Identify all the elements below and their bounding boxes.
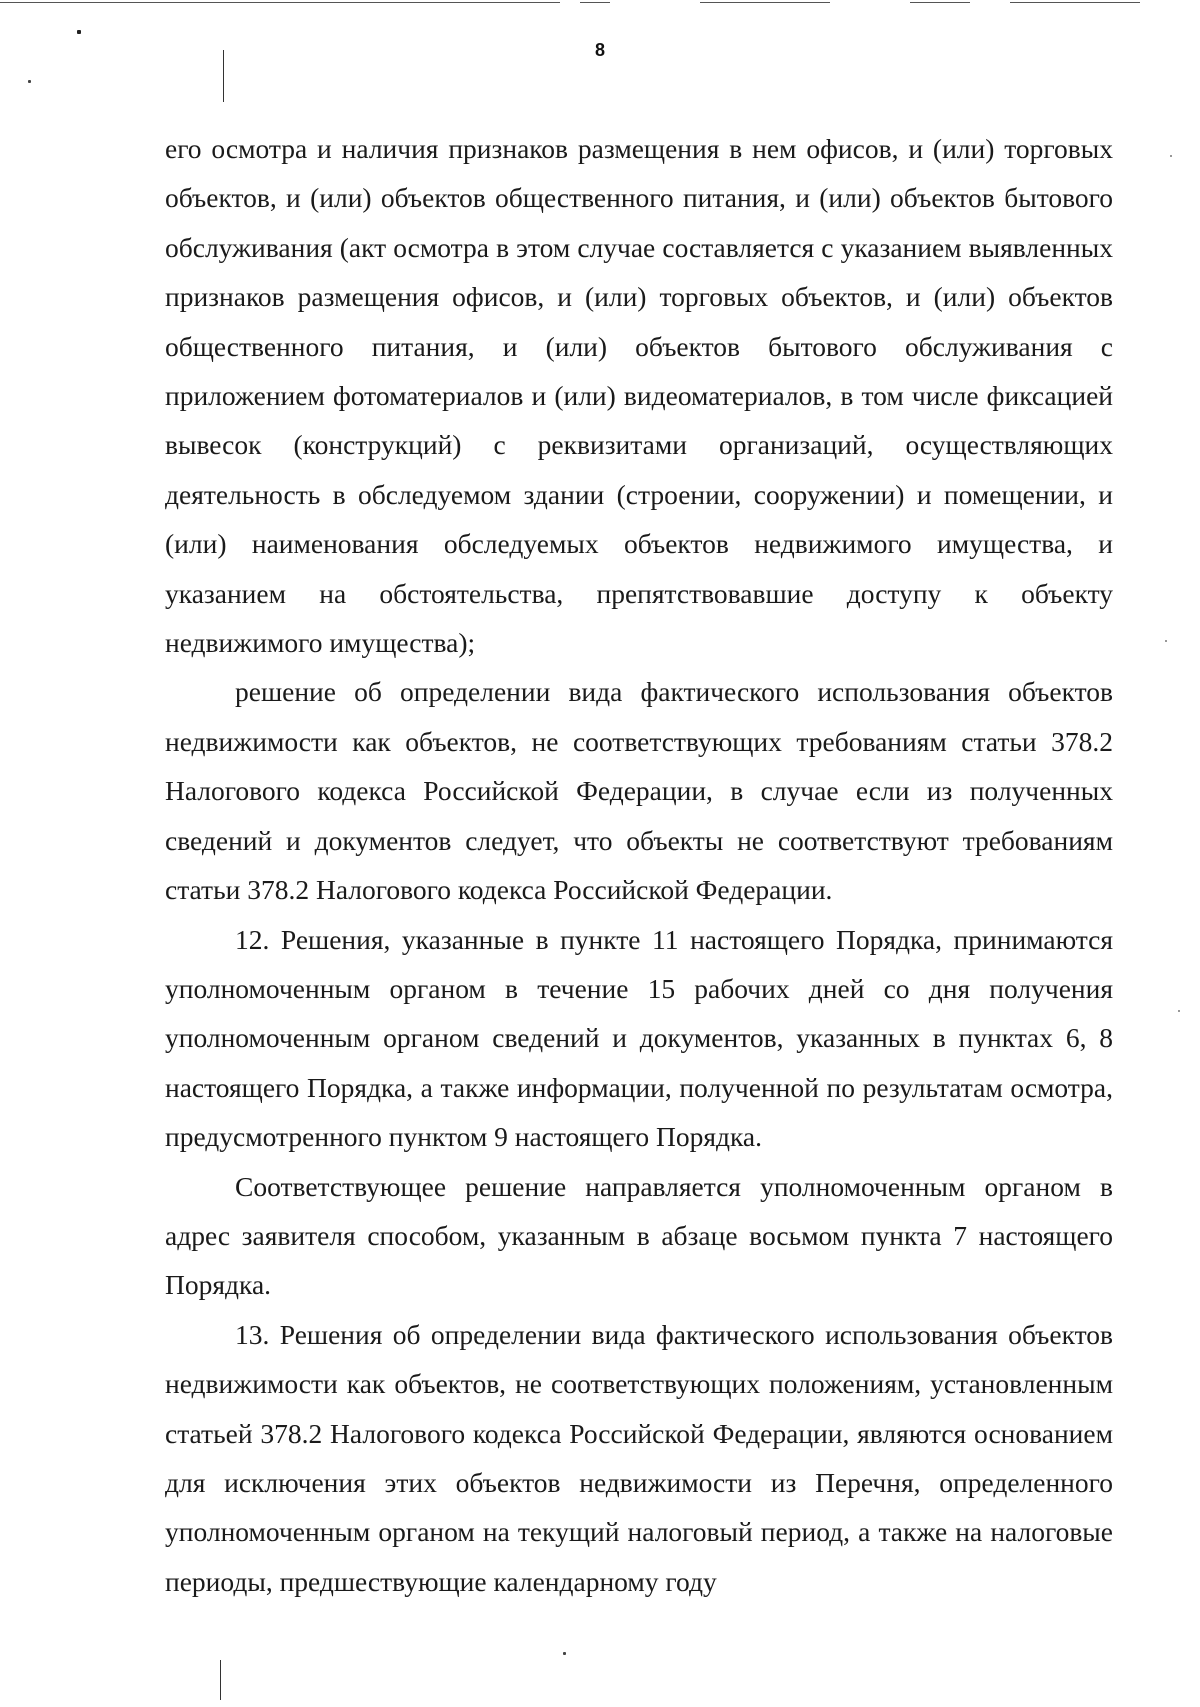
scan-edge-line (1010, 2, 1140, 3)
page-number: 8 (594, 40, 605, 60)
scan-edge-line (0, 2, 560, 3)
scan-edge-line (700, 2, 830, 3)
scan-speck (563, 1652, 566, 1655)
scan-speck (1178, 1010, 1180, 1012)
document-body (165, 124, 1113, 1606)
scan-edge-line (910, 2, 970, 3)
paragraph-continuation: его осмотра и наличия признаков размещения в нем офисов, и (или) торговых объектов, и (или) объектов общественного питания, и (или) объектов бытового обслуживания (акт осмотра в этом случае составляется с указанием выявленных признаков размещения офисов, и (или) торговых объектов, и (или) объектов общественного питания, и (или) объектов бытового обслуживания с приложением фотоматериалов и (или) видеоматериалов, в том числе фиксацией вывесок (конструкций) с реквизитами организаций, осуществляющих деятельность в обследуемом здании (строении, сооружении) и помещении, и (или) наименования обследуемых объектов недвижимого имущества, и указанием на обстоятельства, препятствовавшие доступу к объекту недвижимого имущества); (165, 133, 1113, 659)
scan-speck (28, 80, 31, 83)
paragraph-clause-12: 12. Решения, указанные в пункте 11 настоящего Порядка, принимаются уполномоченным органом в течение 15 рабочих дней со дня получения уполномоченным органом сведений и документов, указанных в пунктах 6, 8 настоящего Порядка, а также информации, полученной по результатам осмотра, предусмотренного пунктом 9 настоящего Порядка. (165, 923, 1113, 1153)
scan-margin-mark (220, 1660, 221, 1700)
paragraph-decision-nonconforming: решение об определении вида фактического использования объектов недвижимости как объектов, не соответствующих требованиям статьи 378.2 Налогового кодекса Российской Федерации, в случае если из полученных сведений и документов следует, что объекты не соответствуют требованиям статьи 378.2 Налогового кодекса Российской Федерации. (165, 676, 1113, 906)
scan-edge-line (580, 2, 610, 3)
paragraph-clause-13: 13. Решения об определении вида фактического использования объектов недвижимости как объектов, не соответствующих положениям, установленным статьей 378.2 Налогового кодекса Российской Федерации, являются основанием для исключения этих объектов недвижимости из Перечня, определенного уполномоченным органом на текущий налоговый период, а также на налоговые периоды, предшествующие календарному году (165, 1318, 1113, 1597)
scan-speck (1170, 155, 1172, 157)
scan-speck (1165, 640, 1167, 642)
scan-speck (77, 30, 81, 34)
paragraph-decision-sending: Соответствующее решение направляется уполномоченным органом в адрес заявителя способом, указанным в абзаце восьмом пункта 7 настоящего Порядка. (165, 1170, 1113, 1301)
